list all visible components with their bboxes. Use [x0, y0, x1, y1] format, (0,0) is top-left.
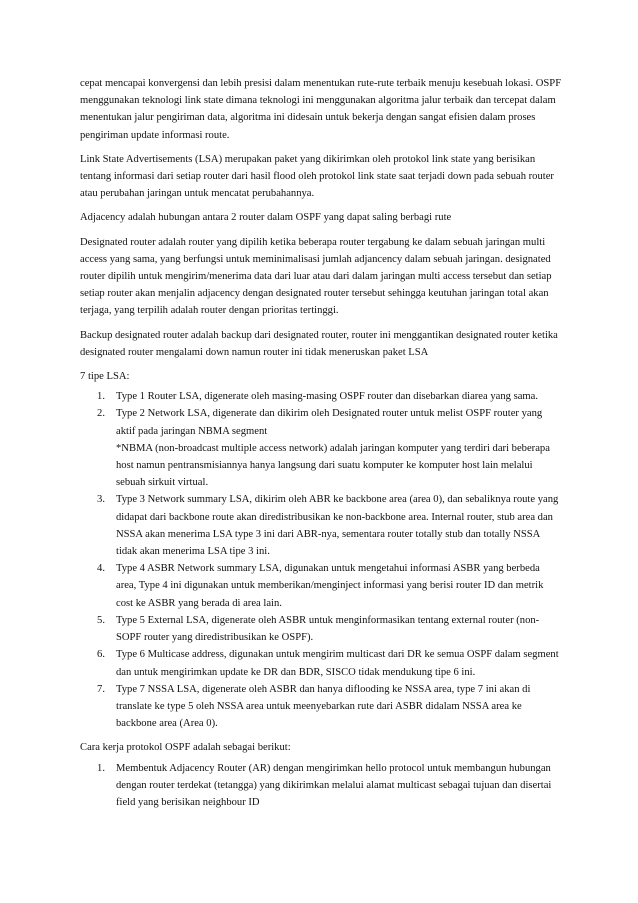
list-item-text: Type 1 Router LSA, digenerate oleh masing-masing OSPF router dan disebarkan diarea yang sama.	[116, 391, 539, 403]
list-item-body	[116, 405, 562, 491]
list-number: 6.	[97, 649, 105, 661]
list-item-text: Type 3 Network summary LSA, dikirim oleh ABR ke backbone area (area 0), dan sebaliknya route yang didapat dari backbone route akan diredistribusikan ke non-backbone area. Internal router, stub area dan NSSA akan menerima LSA type 3 ini dari ABR-nya, sementara router totally stub dan totally NSSA tidak akan menerima LSA tipe 3 ini.	[116, 494, 559, 558]
list-item-text: Membentuk Adjacency Router (AR) dengan mengirimkan hello protocol untuk membangun hubungan dengan router terdekat (tetangga) yang dikirimkan melalui alamat multicast sebagai tujuan dan disertai field yang berisikan neighbour ID	[116, 762, 552, 808]
list-item-text: Type 7 NSSA LSA, digenerate oleh ASBR dan hanya diflooding ke NSSA area, type 7 ini akan di translate ke type 5 oleh NSSA area untuk meenyebarkan rute dari ASBR didalam NSSA area ke backbone area (Area 0).	[116, 683, 531, 730]
list-item	[80, 388, 562, 405]
paragraph-ospf-intro: cepat mencapai konvergensi dan lebih presisi dalam menentukan rute-rute terbaik menuju kesebuah lokasi. OSPF menggunakan teknologi link state dimana teknologi ini menggunakan algoritma jalur terbaik dan tercepat dalam menentukan jalur pengiriman data, algoritma ini didesain untuk bekerja dengan sangat efisien dalam proses pengiriman update informasi route.	[80, 78, 562, 141]
lsa-types-list	[80, 388, 562, 732]
nbma-note: *NBMA (non-broadcast multiple access network) adalah jaringan komputer yang terdiri dari beberapa host namun pentransmisiannya hanya langsung dari suatu komputer ke komputer host lain melalui sebuah sirkuit virtual.	[116, 442, 550, 489]
list-item	[80, 405, 562, 491]
list-number: 7.	[97, 683, 105, 695]
list-item	[80, 681, 562, 733]
list-number: 2.	[97, 408, 105, 420]
list-item	[80, 612, 562, 646]
paragraph-adjacency: Adjacency adalah hubungan antara 2 router dalam OSPF yang dapat saling berbagi rute	[80, 212, 452, 224]
lsa-types-heading: 7 tipe LSA:	[80, 371, 130, 383]
paragraph-designated-router: Designated router adalah router yang dipilih ketika beberapa router tergabung ke dalam sebuah jaringan multi access yang sama, yang berfungsi untuk meminimalisasi jumlah adjancency dalam sebuah jaringan. designated router dipilih untuk mengirim/menerima data dari luar atau dari dalam jaringan multi access tersebut dan setiap setiap router akan menjalin adjacency dengan designated router tersebut sehingga keutuhan jaringan total akan terjaga, yang terpilih adalah router dengan prioritas tertinggi.	[80, 236, 552, 317]
paragraph-cara-kerja: Cara kerja protokol OSPF adalah sebagai berikut:	[80, 742, 291, 754]
list-number: 1.	[97, 762, 105, 774]
list-item	[80, 646, 562, 680]
list-item-text: Type 6 Multicase address, digunakan untuk mengirim multicast dari DR ke semua OSPF dalam segment dan untuk mengirimkan update ke DR dan BDR, SISCO tidak mendukung tipe 6 ini.	[116, 649, 559, 678]
list-item-text: Type 2 Network LSA, digenerate dan dikirim oleh Designated router untuk melist OSPF router yang aktif pada jaringan NBMA segment	[116, 408, 543, 437]
list-item-text: Type 4 ASBR Network summary LSA, digunakan untuk mengetahui informasi ASBR yang berbeda area, Type 4 ini digunakan untuk memberikan/menginject informasi yang berisi router ID dan metrik cost ke ASBR yang berada di area lain.	[116, 563, 544, 609]
list-item-text: Type 5 External LSA, digenerate oleh ASBR untuk menginformasikan tentang external router (non-SOPF router yang diredistribusikan ke OSPF).	[116, 614, 540, 644]
document-body	[80, 75, 562, 818]
list-number: 4.	[97, 563, 105, 575]
list-item	[80, 491, 562, 560]
paragraph-lsa-definition: Link State Advertisements (LSA) merupakan paket yang dikirimkan oleh protokol link state yang berisikan tentang informasi dari setiap router dari hasil flood oleh protokol link state saat terjadi down pada sebuah router atau perubahan jaringan untuk mencatat perubahannya.	[80, 153, 554, 200]
paragraph-backup-designated-router: Backup designated router adalah backup dari designated router, router ini menggantikan designated router ketika designated router mengalami down namun router ini tidak meneruskan paket LSA	[80, 329, 558, 358]
list-item	[80, 560, 562, 612]
list-number: 3.	[97, 494, 105, 506]
list-number: 5.	[97, 614, 105, 626]
list-item	[80, 760, 562, 812]
cara-kerja-list	[80, 760, 562, 812]
list-number: 1.	[97, 391, 105, 403]
